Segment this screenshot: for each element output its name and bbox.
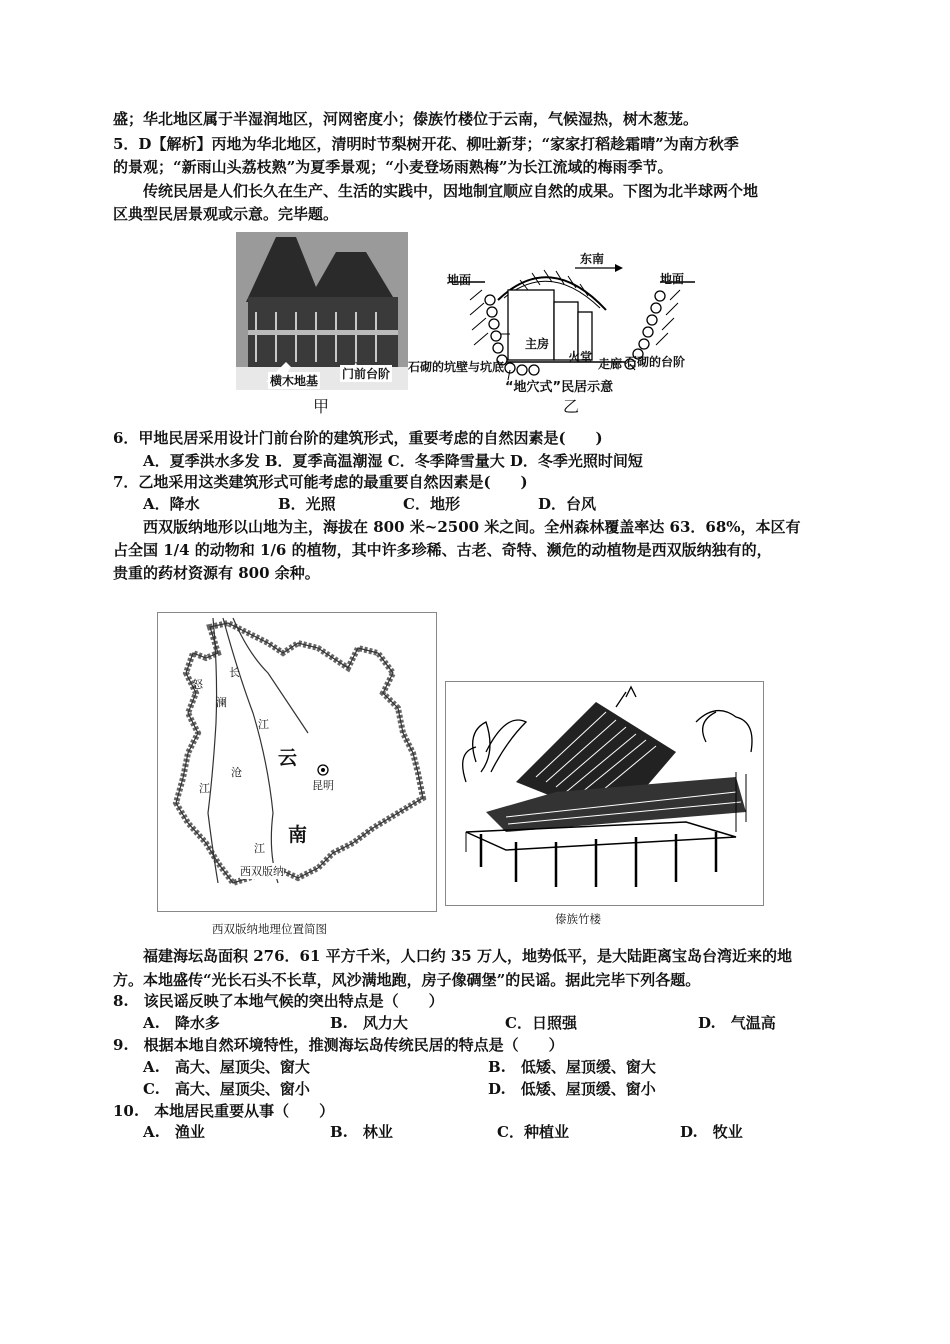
label-yi: 乙 <box>563 397 580 416</box>
map-label-kunming: 昆明 <box>312 779 334 792</box>
bamboo-house-caption: 傣族竹楼 <box>555 912 601 926</box>
label-hengmu: 横木地基 <box>270 374 319 388</box>
text-line: 盛；华北地区属于半湿润地区，河网密度小；傣族竹楼位于云南，气候湿热，树木葱茏。 <box>113 110 699 128</box>
label-dimian-right: 地面 <box>660 272 685 286</box>
label-jia: 甲 <box>313 397 330 416</box>
text-line: 区典型民居景观或示意。完毕题。 <box>113 205 339 223</box>
label-zoulang: 走廊 <box>598 357 623 371</box>
label-kengbi: 石砌的坑壁与坑底 <box>408 360 505 374</box>
question-6-stem: 6．甲地民居采用设计门前台阶的建筑形式，重要考虑的自然因素是( ) <box>113 429 603 447</box>
label-taijie: 石砌的台阶 <box>625 355 686 369</box>
option-b: B. 林业 <box>330 1123 393 1141</box>
option-c: C. 高大、屋顶尖、窗小 <box>143 1080 310 1098</box>
option-b: B. 风力大 <box>330 1014 408 1032</box>
map-label-river-char: 怒 <box>192 678 203 691</box>
option-c: C．种植业 <box>497 1123 569 1141</box>
map-label-nan: 南 <box>288 824 308 846</box>
option-a: A. 渔业 <box>143 1123 205 1141</box>
map-label-river-char: 沧 <box>231 766 242 779</box>
question-10-stem: 10. 本地居民重要从事（ ） <box>113 1102 335 1120</box>
text-line: 的景观；“新雨山头荔枝熟”为夏季景观；“小麦登场雨熟梅”为长江流域的梅雨季节。 <box>113 158 673 176</box>
option-a: A. 高大、屋顶尖、窗大 <box>143 1058 310 1076</box>
map-label-river-char: 江 <box>254 842 265 855</box>
text-line: 福建海坛岛面积 276．61 平方千米，人口约 35 万人，地势低平，是大陆距离宝岛台湾近来的地 <box>143 947 792 965</box>
option-d: D．台风 <box>538 495 597 513</box>
label-zhufang: 主房 <box>525 337 550 351</box>
option-b: B. 低矮、屋顶缓、窗大 <box>488 1058 656 1076</box>
map-label-river-char: 江 <box>199 782 210 795</box>
diagram-title: “地穴式”民居示意 <box>505 380 614 395</box>
text-line: 方。本地盛传“光长石头不长草，风沙满地跑，房子像碉堡”的民谣。据此完毕下列各题。 <box>113 971 701 989</box>
text-line: 贵重的药材资源有 800 余种。 <box>113 564 320 582</box>
text-line: 传统民居是人们长久在生产、生活的实践中，因地制宜顺应自然的成果。下图为北半球两个地 <box>143 182 759 200</box>
label-dimian-left: 地面 <box>447 273 472 287</box>
map-label-river-char: 江 <box>258 718 269 731</box>
question-6-options: A．夏季洪水多发 B．夏季高温潮湿 C．冬季降雪量大 D．冬季光照时间短 <box>143 452 643 470</box>
bamboo-house-drawing <box>445 681 764 906</box>
text-line: 占全国 1/4 的动物和 1/6 的植物，其中许多珍稀、古老、奇特、濒危的动植物是西双版纳独有的， <box>113 541 772 559</box>
map-label-yun: 云 <box>278 747 298 769</box>
label-menqian: 门前台阶 <box>342 367 391 381</box>
option-a: A. 降水多 <box>143 1014 220 1032</box>
map-label-river-char: 长 <box>229 666 240 679</box>
map-caption: 西双版纳地理位置简图 <box>212 922 327 936</box>
option-d: D. 气温高 <box>698 1014 776 1032</box>
question-8-stem: 8. 该民谣反映了本地气候的突出特点是（ ） <box>113 992 444 1010</box>
text-line: 西双版纳地形以山地为主，海拔在 800 米~2500 米之间。全州森林覆盖率达 63．68%，本区有 <box>143 518 801 536</box>
text-line: 5．D【解析】丙地为华北地区，清明时节梨树开花、柳吐新芽；“家家打稻趁霜晴”为南方秋季 <box>113 135 739 153</box>
option-c: C．地形 <box>403 495 460 513</box>
option-d: D. 牧业 <box>680 1123 743 1141</box>
label-dongnan: 东南 <box>580 252 605 266</box>
option-d: D. 低矮、屋顶缓、窗小 <box>488 1080 656 1098</box>
question-9-stem: 9. 根据本地自然环境特性，推测海坛岛传统民居的特点是（ ） <box>113 1036 564 1054</box>
option-b: B．光照 <box>278 495 336 513</box>
map-label-xishuangbanna: 西双版纳 <box>240 865 284 878</box>
option-c: C．日照强 <box>505 1014 577 1032</box>
option-a: A．降水 <box>143 495 200 513</box>
map-label-river-char: 澜 <box>216 696 227 709</box>
label-huotang: 火堂 <box>568 350 593 364</box>
question-7-stem: 7．乙地采用这类建筑形式可能考虑的最重要自然因素是( ) <box>113 473 528 491</box>
